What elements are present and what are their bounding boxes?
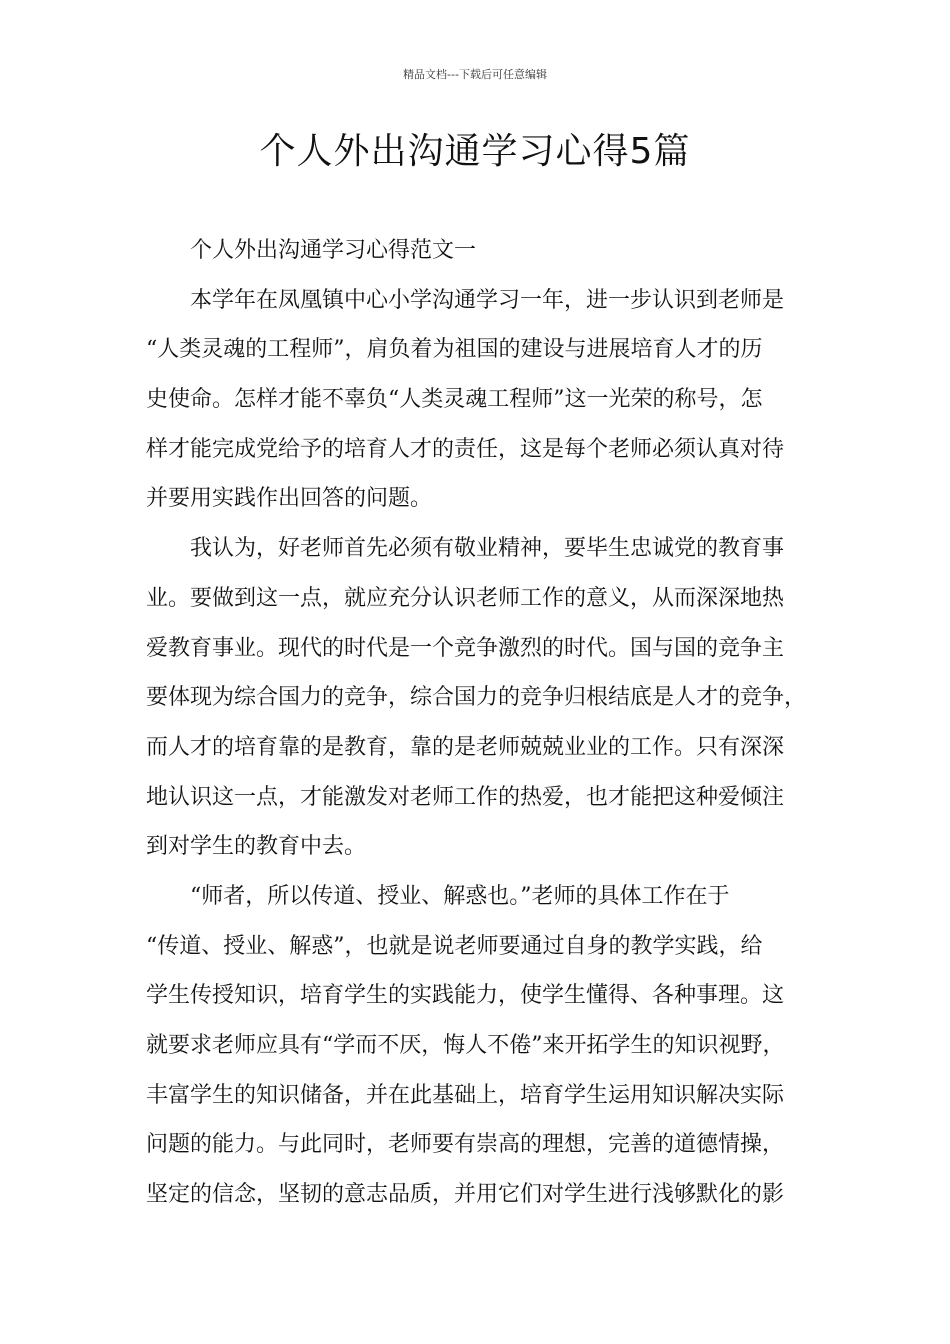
body-line: 地认识这一点，才能激发对老师工作的热爱，也才能把这种爱倾注 [146,784,785,810]
body-line: 要体现为综合国力的竞争，综合国力的竞争归根结底是人才的竞争， [146,685,807,711]
body-line: 坚定的信念，坚韧的意志品质，并用它们对学生进行浅够默化的影 [146,1182,785,1208]
body-line: “人类灵魂的工程师”，肩负着为祖国的建设与进展培育人才的历 [146,337,763,363]
body-line: 学生传授知识，培育学生的实践能力，使学生懂得、各种事理。这 [146,983,785,1009]
body-line: 史使命。怎样才能不辜负“人类灵魂工程师”这一光荣的称号，怎 [146,387,763,413]
document-header-note: 精品文档---下载后可任意编辑 [403,68,547,81]
body-line: 就要求老师应具有“学而不厌，悔人不倦”来开拓学生的知识视野， [146,1033,785,1058]
body-line: 而人才的培育靠的是教育，靠的是老师兢兢业业的工作。只有深深 [146,734,785,760]
body-line: 问题的能力。与此同时，老师要有崇高的理想，完善的道德情操， [146,1132,785,1158]
body-line: 本学年在凤凰镇中心小学沟通学习一年，进一步认识到老师是 [190,287,785,313]
body-line: 到对学生的教育中去。 [146,834,367,860]
body-line: 样才能完成党给予的培育人才的责任，这是每个老师必须认真对待 [146,436,785,462]
body-line: 业。要做到这一点，就应充分认识老师工作的意义，从而深深地热 [146,585,785,611]
body-line: “师者，所以传道、授业、解惑也。”老师的具体工作在于 [190,883,730,909]
body-line: “传道、授业、解惑”，也就是说老师要通过自身的教学实践，给 [146,933,763,959]
body-line: 并要用实践作出回答的问题。 [146,486,433,512]
body-line: 爱教育事业。现代的时代是一个竞争激烈的时代。国与国的竞争主 [146,635,785,661]
document-body [146,226,806,1220]
body-line: 丰富学生的知识储备，并在此基础上，培育学生运用知识解决实际 [146,1082,785,1108]
body-line: 个人外出沟通学习心得范文一 [190,238,477,263]
body-line: 我认为，好老师首先必须有敬业精神，要毕生忠诚党的教育事 [190,536,785,562]
document-title: 个人外出沟通学习心得5篇 [259,131,691,172]
